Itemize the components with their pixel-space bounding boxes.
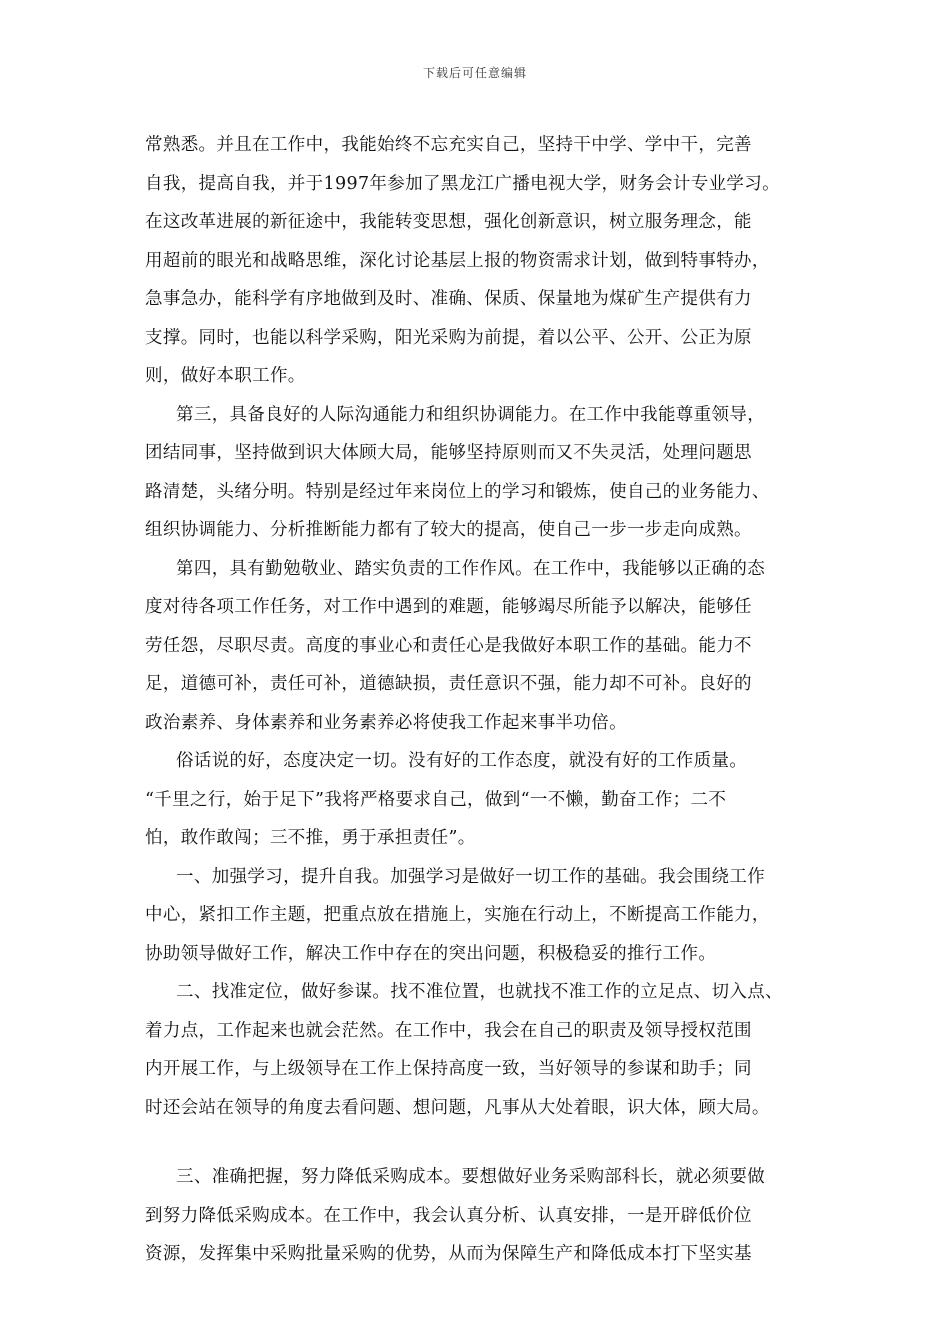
text-line: 用超前的眼光和战略思维，深化讨论基层上报的物资需求计划，做到特事特办， — [145, 250, 770, 271]
text-line: 怕，敢作敢闯；三不推，勇于承担责任”。 — [145, 828, 476, 848]
paragraph-first-line: 第四，具有勤勉敬业、踏实负责的工作作风。在工作中，我能够以正确的态 — [176, 558, 766, 579]
paragraph-first-line: 三、准确把握，努力降低采购成本。要想做好业务采购部科长，就必须要做 — [176, 1167, 766, 1187]
text-line: 资源，发挥集中采购批量采购的优势，从而为保障生产和降低成本打下坚实基 — [145, 1244, 752, 1264]
text-line: 则，做好本职工作。 — [145, 366, 306, 386]
text-line: 路清楚，头绪分明。特别是经过年来岗位上的学习和锻炼，使自己的业务能力、 — [145, 481, 770, 502]
text-line: 支撑。同时，也能以科学采购，阳光采购为前提，着以公平、公开、公正为原 — [145, 327, 752, 348]
text-line: 内开展工作，与上级领导在工作上保持高度一致，当好领导的参谋和助手；同 — [145, 1059, 752, 1079]
text-line: 到努力降低采购成本。在工作中，我会认真分析、认真安排，一是开辟低价位 — [145, 1205, 752, 1226]
text-line: “千里之行，始于足下”我将严格要求自己，做到“一不懒，勤奋工作；二不 — [145, 789, 727, 810]
text-line: 度对待各项工作任务，对工作中遇到的难题，能够竭尽所能予以解决，能够任 — [145, 597, 752, 617]
text-line: 足，道德可补，责任可补，道德缺损，责任意识不强，能力却不可补。良好的 — [145, 674, 752, 694]
paragraph-first-line: 一、加强学习，提升自我。加强学习是做好一切工作的基础。我会围绕工作 — [176, 866, 766, 887]
text-line: 自我，提高自我，并于1997年参加了黑龙江广播电视大学，财务会计专业学习。 — [145, 173, 780, 194]
text-line: 团结同事，坚持做到识大体顾大局，能够坚持原则而又不失灵活，处理问题思 — [145, 443, 752, 463]
paragraph-first-line: 第三，具备良好的人际沟通能力和组织协调能力。在工作中我能尊重领导， — [176, 404, 766, 425]
text-line: 协助领导做好工作，解决工作中存在的突出问题，积极稳妥的推行工作。 — [145, 943, 717, 964]
text-line: 组织协调能力、分析推断能力都有了较大的提高，使自己一步一步走向成熟。 — [145, 520, 752, 540]
text-line: 劳任怨，尽职尽责。高度的事业心和责任心是我做好本职工作的基础。能力不 — [145, 635, 752, 656]
paragraph-first-line: 二、找准定位，做好参谋。找不准位置，也就找不准工作的立足点、切入点、 — [176, 982, 783, 1002]
text-line: 着力点，工作起来也就会茫然。在工作中，我会在自己的职责及领导授权范围 — [145, 1020, 752, 1041]
text-line: 中心，紧扣工作主题，把重点放在措施上，实施在行动上，不断提高工作能力， — [145, 905, 770, 925]
text-line: 在这改革进展的新征途中，我能转变思想，强化创新意识，树立服务理念，能 — [145, 212, 752, 232]
paragraph-first-line: 俗话说的好，态度决定一切。没有好的工作态度，就没有好的工作质量。 — [176, 751, 748, 771]
document-body — [145, 126, 825, 1274]
text-line: 时还会站在领导的角度去看问题、想问题，凡事从大处着眼，识大体，顾大局。 — [145, 1097, 770, 1118]
text-line: 常熟悉。并且在工作中，我能始终不忘充实自己，坚持干中学、学中干，完善 — [145, 135, 752, 155]
text-line: 政治素养、身体素养和业务素养必将使我工作起来事半功倍。 — [145, 712, 627, 733]
text-line: 急事急办，能科学有序地做到及时、准确、保质、保量地为煤矿生产提供有力 — [145, 289, 752, 309]
paragraph-gap — [145, 1127, 825, 1158]
page-header: 下载后可任意编辑 — [422, 66, 527, 80]
